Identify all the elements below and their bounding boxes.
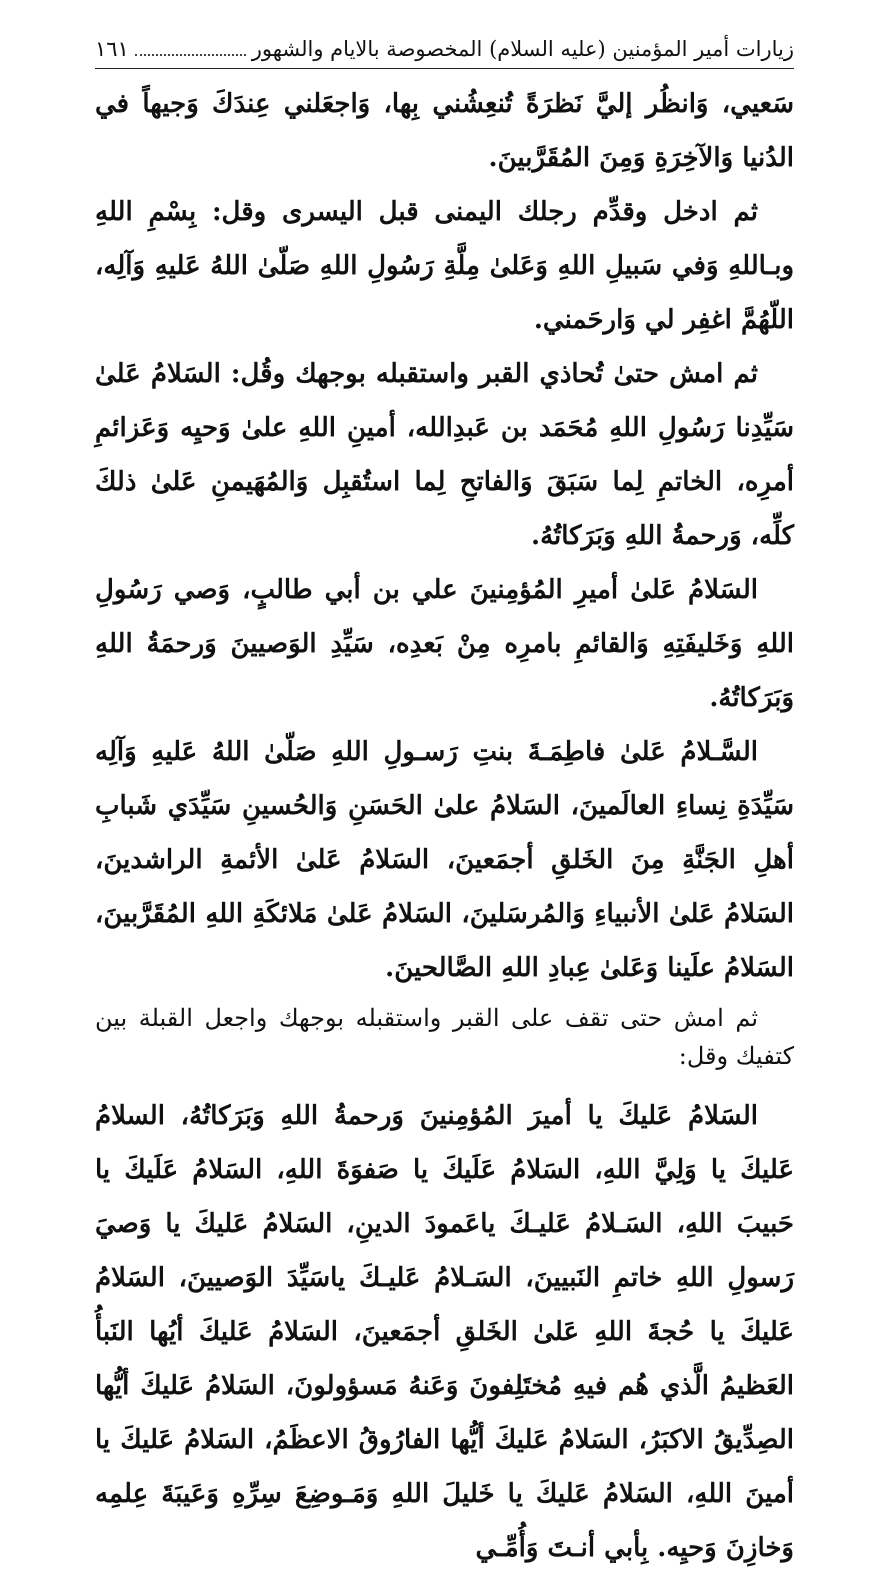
running-title: زيارات أمير المؤمنين (عليه السلام) المخصوصة بالايام والشهور: [251, 37, 794, 61]
running-header: [95, 32, 794, 69]
paragraph-5: السَّـلامُ عَلىٰ فاطِمَـةَ بنتِ رَسـولِ اللهِ صَلّىٰ اللهُ عَليهِ وَآلِه سَيِّدَةِ نِساءِ العالَمينَ، السَلامُ علىٰ الحَسَنِ وَالحُسينِ سَيِّدَي شَبابِ أهلِ الجَنَّةِ مِنَ الخَلقِ أجمَعينَ، السَلامُ عَلىٰ الأئمةِ الراشدينَ، السَلامُ عَلىٰ الأنبياءِ وَالمُرسَلينَ، السَلامُ عَلىٰ مَلائكَةِ اللهِ المُقَرَّبينَ، السَلامُ علَينا وَعَلىٰ عِبادِ اللهِ الصَّالحينَ.: [95, 737, 794, 983]
paragraph-1: سَعيي، وَانظُر إليَّ نَظرَةً تُنعِشُني بِها، وَاجعَلني عِندَكَ وَجيهاً في الدُنيا وَالآخِرَةِ وَمِنَ المُقَرَّبينَ.: [95, 89, 794, 173]
paragraph-4: السَلامُ عَلىٰ أميرِ المُؤمِنينَ علي بن أبي طالبٍ، وَصي رَسُولِ اللهِ وَخَليفَتِهِ وَالقائمِ بامرِه مِنْ بَعدِه، سَيِّدِ الوَصيينَ وَرحمَةُ اللهِ وَبَرَكاتُهُ.: [95, 575, 794, 713]
paragraph-3: ثم امش حتىٰ تُحاذي القبر واستقبله بوجهك وقُل: السَلامُ عَلىٰ سَيِّدِنا رَسُولِ اللهِ مُحَمَد بن عَبدِالله، أمينِ اللهِ علىٰ وَحيِه وَعَزائمِ أمرِه، الخاتمِ لِما سَبَقَ وَالفاتحِ لِما استُقبِل وَالمُهَيمنِ عَلىٰ ذلكَ كلِّه، وَرحمةُ اللهِ وَبَرَكاتُهُ.: [95, 359, 794, 551]
salutation-paragraph: السَلامُ عَليكَ يا أميرَ المُؤمِنينَ وَرحمةُ اللهِ وَبَرَكاتُهُ، السلامُ عَليكَ يا وَلِيَّ اللهِ، السَلامُ عَلَيكَ يا صَفوَةَ اللهِ، السَلامُ عَلَيكَ يا حَبيبَ اللهِ، السَـلامُ عَليـكَ ياعَمودَ الدينِ، السَلامُ عَليكَ يا وَصيَ رَسولِ اللهِ خاتمِ النَبيينَ، السَـلامُ عَليـكَ ياسَيِّدَ الوَصيينَ، السَلامُ عَليكَ يا حُجةَ اللهِ عَلىٰ الخَلقِ أجمَعينَ، السَلامُ عَليكَ أيُها النَبأُ العَظيمُ الَّذي هُم فيهِ مُختَلِفونَ وَعَنهُ مَسؤولونَ، السَلامُ عَليكَ أيُّها الصِدِّيقُ الاكبَرُ، السَلامُ عَليكَ أيُّها الفارُوقُ الاعظَمُ، السَلامُ عَليكَ يا أمينَ اللهِ، السَلامُ عَليكَ يا خَليلَ اللهِ وَمَـوضِعَ سِرِّهِ وَعَيبَةَ عِلمِه وَخازِنَ وَحيِه. بِأبي أنـتَ وَأُمِّـي: [95, 1101, 794, 1563]
instruction-text: ثم امش حتى تقف على القبر واستقبله بوجهك واجعل القبلة بين كتفيك وقل:: [95, 1004, 794, 1070]
page-body: [95, 77, 794, 1575]
dot-leader: [135, 54, 246, 56]
paragraph-2: ثم ادخل وقدِّم رجلك اليمنى قبل اليسرى وقل: بِسْمِ اللهِ وبـاللهِ وَفي سَبيلِ اللهِ وَعَلىٰ مِلَّةِ رَسُولِ اللهِ صَلّىٰ اللهُ عَليهِ وَآلِه، اللّهُمَّ اغفِر لي وَارحَمني.: [95, 197, 794, 335]
page-number: ١٦١: [95, 37, 129, 61]
